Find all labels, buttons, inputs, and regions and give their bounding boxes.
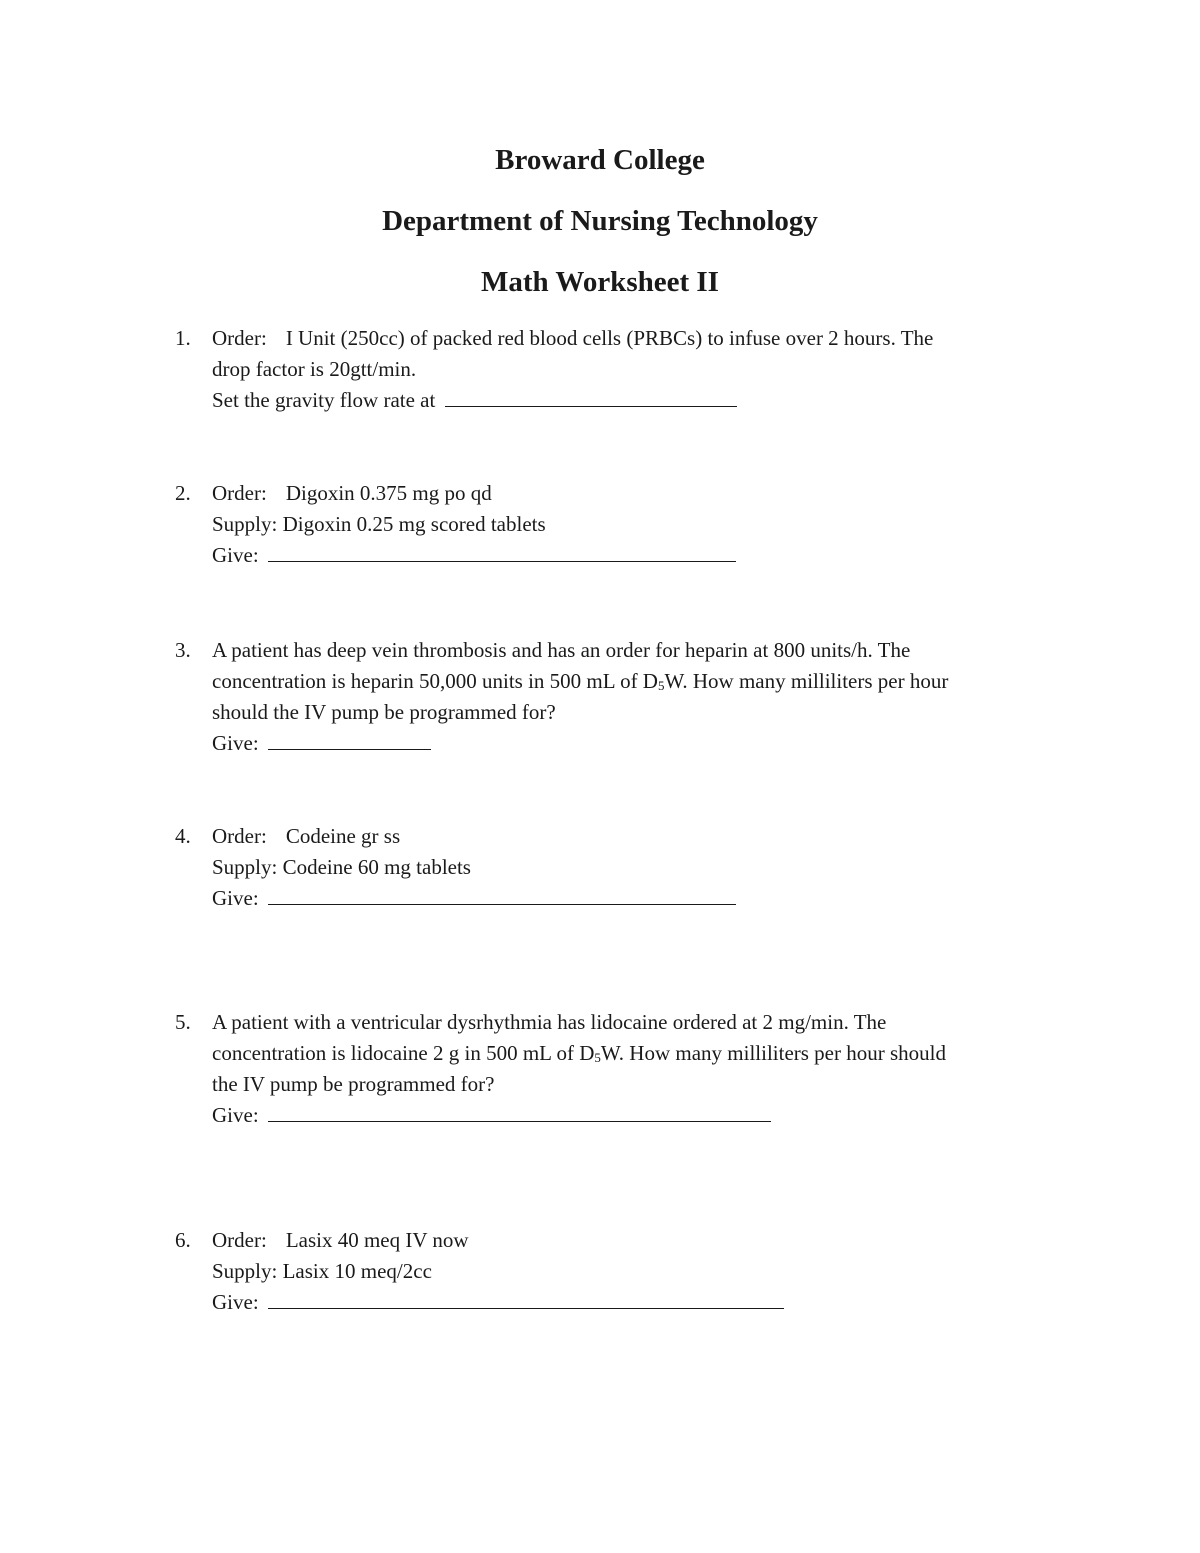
- answer-line: [212, 883, 1075, 914]
- order-label: Order:: [212, 1228, 267, 1252]
- question-text-line: A patient has deep vein thrombosis and has an order for heparin at 800 units/h. The: [212, 638, 911, 662]
- answer-line: [212, 540, 1075, 571]
- department-title: Department of Nursing Technology: [382, 205, 818, 237]
- question-text-line: [212, 1038, 1075, 1069]
- order-continuation: drop factor is 20gtt/min.: [212, 357, 417, 381]
- answer-label: Give:: [212, 1103, 259, 1127]
- answer-blank[interactable]: [268, 728, 431, 750]
- question-number: 3.: [175, 638, 191, 662]
- answer-line: [212, 385, 1075, 416]
- question-number: 5.: [175, 1010, 191, 1034]
- question-text-line: A patient with a ventricular dysrhythmia has lidocaine ordered at 2 mg/min. The: [212, 1010, 887, 1034]
- order-text: I Unit (250cc) of packed red blood cells (PRBCs) to infuse over 2 hours. The: [285, 326, 934, 350]
- answer-blank[interactable]: [445, 385, 737, 407]
- question-5: [175, 1007, 1075, 1131]
- order-text: Codeine gr ss: [285, 824, 401, 848]
- order-label: Order:: [212, 824, 267, 848]
- order-line: [212, 821, 1075, 852]
- question-number: 4.: [175, 824, 191, 848]
- subscript: 5: [657, 678, 665, 693]
- institution-title: Broward College: [495, 144, 705, 176]
- question-text-line: [212, 666, 1075, 697]
- order-label: Order:: [212, 326, 267, 350]
- question-4: [175, 821, 1075, 914]
- question-1: [175, 323, 1075, 416]
- answer-label: Set the gravity flow rate at: [212, 388, 436, 412]
- answer-blank[interactable]: [268, 1100, 771, 1122]
- order-text: Digoxin 0.375 mg po qd: [285, 481, 492, 505]
- question-text-line: should the IV pump be programmed for?: [212, 700, 556, 724]
- question-6: [175, 1225, 1075, 1318]
- answer-blank[interactable]: [268, 1287, 784, 1309]
- supply-line: Supply: Lasix 10 meq/2cc: [212, 1259, 432, 1283]
- answer-line: [212, 1287, 1075, 1318]
- answer-label: Give:: [212, 886, 259, 910]
- question-number: 1.: [175, 326, 191, 350]
- question-2: [175, 478, 1075, 571]
- question-3: [175, 635, 1075, 759]
- text-segment: concentration is heparin 50,000 units in 500 mL of D: [212, 669, 658, 693]
- order-label: Order:: [212, 481, 267, 505]
- order-line: [212, 323, 1075, 354]
- question-number: 6.: [175, 1228, 191, 1252]
- worksheet-title: Math Worksheet II: [481, 266, 719, 298]
- text-segment: W. How many milliliters per hour: [664, 669, 949, 693]
- question-number: 2.: [175, 481, 191, 505]
- answer-blank[interactable]: [268, 540, 736, 562]
- order-line: [212, 478, 1075, 509]
- answer-label: Give:: [212, 731, 259, 755]
- text-segment: concentration is lidocaine 2 g in 500 mL of D: [212, 1041, 595, 1065]
- supply-line: Supply: Codeine 60 mg tablets: [212, 855, 471, 879]
- answer-label: Give:: [212, 543, 259, 567]
- question-text-line: the IV pump be programmed for?: [212, 1072, 495, 1096]
- text-segment: W. How many milliliters per hour should: [600, 1041, 946, 1065]
- answer-label: Give:: [212, 1290, 259, 1314]
- supply-line: Supply: Digoxin 0.25 mg scored tablets: [212, 512, 546, 536]
- order-line: [212, 1225, 1075, 1256]
- answer-line: [212, 728, 1075, 759]
- answer-blank[interactable]: [268, 883, 736, 905]
- order-text: Lasix 40 meq IV now: [285, 1228, 469, 1252]
- answer-line: [212, 1100, 1075, 1131]
- subscript: 5: [594, 1050, 601, 1065]
